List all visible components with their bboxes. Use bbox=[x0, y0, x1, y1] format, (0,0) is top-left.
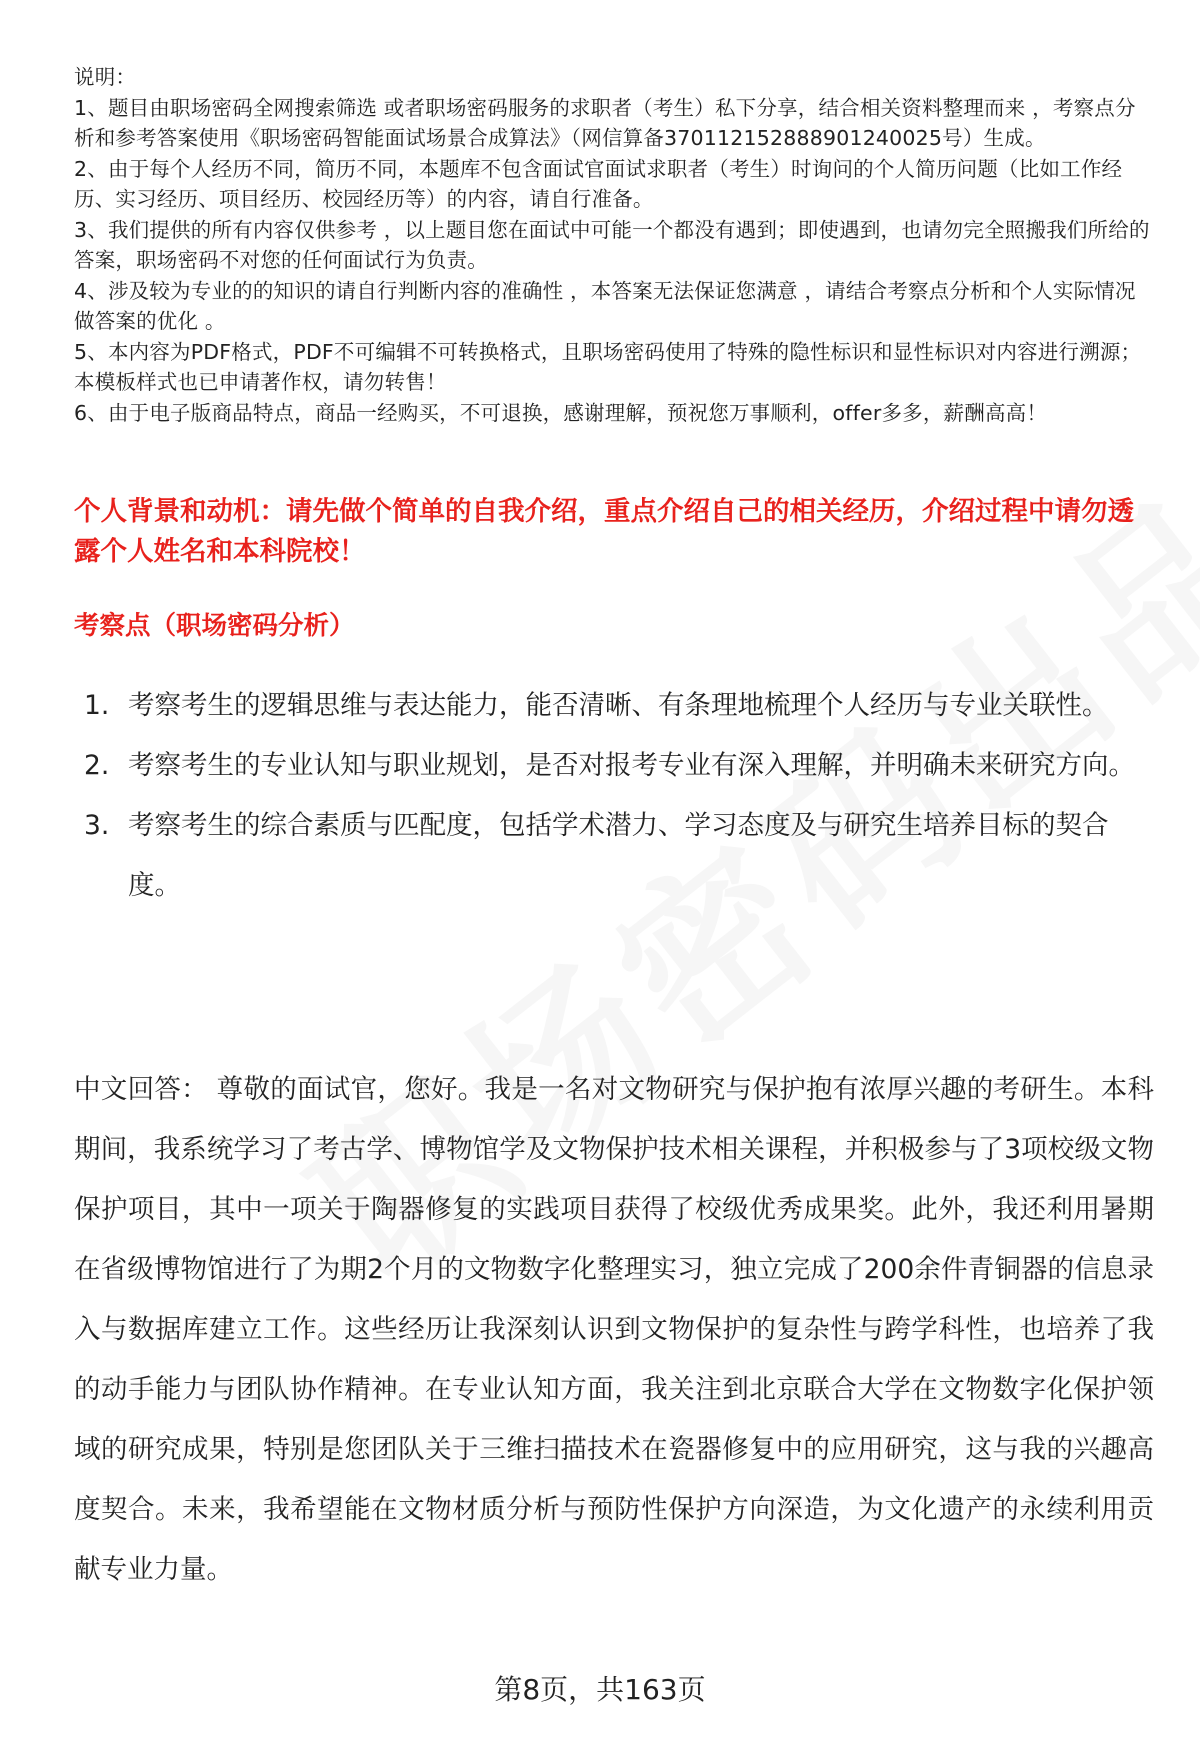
note-item: 2、由于每个人经历不同，简历不同，本题库不包含面试官面试求职者（考生）时询问的个人简历问题（比如工作经历、实习经历、项目经历、校园经历等）的内容，请自行准备。 bbox=[74, 156, 1123, 211]
list-item bbox=[84, 736, 1148, 796]
answer-paragraph: 中文回答： 尊敬的面试官，您好。我是一名对文物研究与保护抱有浓厚兴趣的考研生。本科期间，我系统学习了考古学、博物馆学及文物保护技术相关课程，并积极参与了3项校级文物保护项目，其中一项关于陶器修复的实践项目获得了校级优秀成果奖。此外，我还利用暑期在省级博物馆进行了为期2个月的文物数字化整理实习，独立完成了200余件青铜器的信息录入与数据库建立工作。这些经历让我深刻认识到文物保护的复杂性与跨学科性，也培养了我的动手能力与团队协作精神。在专业认知方面，我关注到北京联合大学在文物数字化保护领域的研究成果，特别是您团队关于三维扫描技术在瓷器修复中的应用研究，这与我的兴趣高度契合。未来，我希望能在文物材质分析与预防性保护方向深造，为文化遗产的永续利用贡献专业力量。 bbox=[74, 1074, 1154, 1585]
analysis-points-list bbox=[84, 676, 1148, 916]
note-item: 4、涉及较为专业的的知识的请自行判断内容的准确性 ，本答案无法保证您满意 ，请结合考察点分析和个人实际情况做答案的优化 。 bbox=[74, 278, 1136, 333]
list-item-text: 考察考生的综合素质与匹配度，包括学术潜力、学习态度及与研究生培养目标的契合度。 bbox=[128, 810, 1109, 901]
page-number-footer: 第8页，共163页 bbox=[494, 1673, 706, 1706]
list-item bbox=[84, 676, 1148, 736]
list-item-number: 1. bbox=[84, 690, 110, 721]
list-item-text: 考察考生的逻辑思维与表达能力，能否清晰、有条理地梳理个人经历与专业关联性。 bbox=[128, 690, 1109, 721]
note-item: 5、本内容为PDF格式，PDF不可编辑不可转换格式，且职场密码使用了特殊的隐性标识和显性标识对内容进行溯源；本模板样式也已申请著作权，请勿转售！ bbox=[74, 339, 1142, 394]
analysis-heading: 考察点（职场密码分析） bbox=[74, 611, 355, 641]
note-item: 3、我们提供的所有内容仅供参考 ，以上题目您在面试中可能一个都没有遇到；即使遇到，也请勿完全照搬我们所给的答案，职场密码不对您的任何面试行为负责。 bbox=[74, 217, 1150, 272]
list-item-text: 考察考生的专业认知与职业规划，是否对报考专业有深入理解，并明确未来研究方向。 bbox=[128, 750, 1135, 781]
list-item-number: 2. bbox=[84, 750, 110, 781]
notes-title: 说明： bbox=[74, 65, 137, 89]
question-heading: 个人背景和动机：请先做个简单的自我介绍，重点介绍自己的相关经历，介绍过程中请勿透露个人姓名和本科院校！ bbox=[74, 496, 1134, 567]
note-item: 6、由于电子版商品特点，商品一经购买，不可退换，感谢理解，预祝您万事顺利，offer多多，薪酬高高！ bbox=[74, 400, 1048, 425]
list-item bbox=[84, 796, 1148, 916]
list-item-number: 3. bbox=[84, 810, 110, 841]
disclaimer-notes bbox=[74, 62, 1154, 428]
note-item: 1、题目由职场密码全网搜索筛选 或者职场密码服务的求职者（考生）私下分享，结合相关资料整理而来 ，考察点分析和参考答案使用《职场密码智能面试场景合成算法》（网信算备370112152888901240025号）生成。 bbox=[74, 95, 1136, 150]
